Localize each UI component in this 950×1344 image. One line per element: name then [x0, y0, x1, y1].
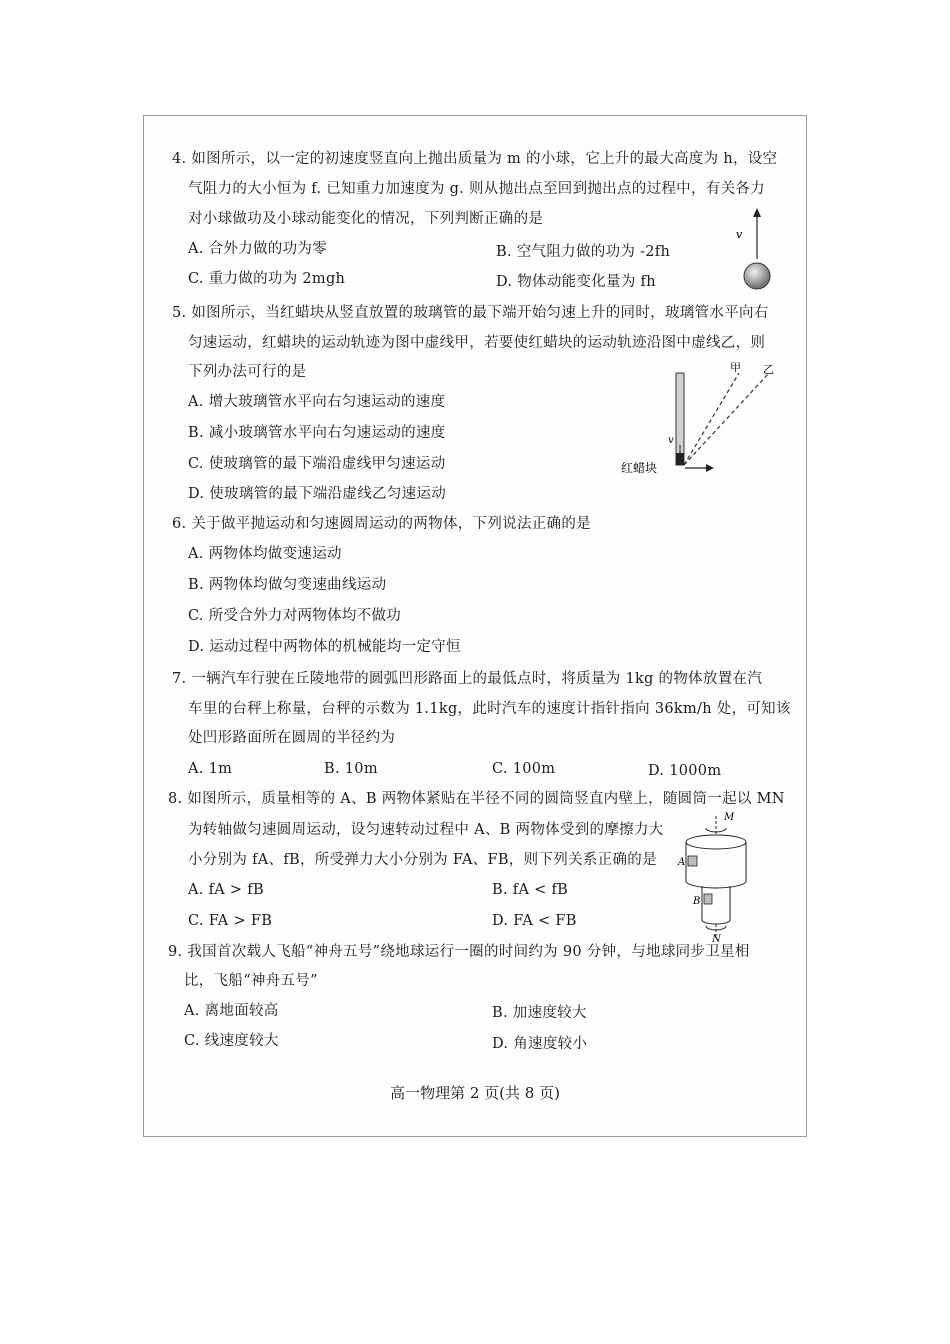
- q4-ball-figure: [734, 204, 784, 294]
- q5-line-2: 匀速运动，红蜡块的运动轨迹为图中虚线甲，若要使红蜡块的运动轨迹沿图中虚线乙，则: [188, 335, 766, 351]
- q5-line-1: 5. 如图所示，当红蜡块从竖直放置的玻璃管的最下端开始匀速上升的同时，玻璃管水平向右: [172, 305, 769, 321]
- q5-option-a: A. 增大玻璃管水平向右匀速运动的速度: [188, 394, 446, 410]
- q9-option-a: A. 离地面较高: [184, 1003, 279, 1019]
- q5-velocity-label: v: [668, 435, 674, 446]
- q4-option-d: D. 物体动能变化量为 fh: [496, 274, 656, 290]
- q5-option-d: D. 使玻璃管的最下端沿虚线乙匀速运动: [188, 486, 447, 502]
- velocity-right-arrow-head: [706, 464, 714, 472]
- q5-tube-figure: [619, 361, 779, 481]
- q8-line-3: 小分别为 fA、fB，所受弹力大小分别为 FA、FB，则下列关系正确的是: [188, 852, 657, 868]
- exam-page: [143, 115, 807, 1137]
- label-a: A: [678, 857, 686, 868]
- page-footer: 高一物理第 2 页(共 8 页): [390, 1084, 560, 1102]
- q9-line-1: 9. 我国首次载人飞船“神舟五号”绕地球运行一圈的时间约为 90 分钟，与地球同步卫星相: [168, 944, 750, 960]
- q6-option-d: D. 运动过程中两物体的机械能均一定守恒: [188, 639, 461, 655]
- q9-option-c: C. 线速度较大: [184, 1033, 279, 1049]
- path-yi: [684, 373, 769, 465]
- label-yi: 乙: [763, 363, 774, 376]
- q4-line-2: 气阻力的大小恒为 f. 已知重力加速度为 g. 则从抛出点至回到抛出点的过程中，有关各力: [188, 181, 765, 197]
- q9-line-2: 比，飞船“神舟五号”: [184, 973, 318, 989]
- q7-option-c: C. 100m: [492, 761, 556, 777]
- q6-option-c: C. 所受合外力对两物体均不做功: [188, 608, 402, 624]
- q9-option-d: D. 角速度较小: [492, 1036, 588, 1052]
- object-a: [688, 856, 697, 866]
- q6-line-1: 6. 关于做平抛运动和匀速圆周运动的两物体，下列说法正确的是: [172, 516, 591, 532]
- q5-option-b: B. 减小玻璃管水平向右匀速运动的速度: [188, 425, 446, 441]
- axis-label-n: N: [712, 934, 721, 943]
- q8-option-c: C. FA > FB: [188, 913, 273, 929]
- q7-option-b: B. 10m: [324, 761, 378, 777]
- q7-option-d: D. 1000m: [648, 763, 722, 779]
- q4-velocity-label: v: [736, 228, 743, 241]
- path-jia: [684, 373, 739, 465]
- q6-option-b: B. 两物体均做匀变速曲线运动: [188, 577, 387, 593]
- q9-option-b: B. 加速度较大: [492, 1005, 587, 1021]
- upper-cylinder-top: [686, 835, 746, 849]
- axis-label-m: M: [724, 812, 735, 823]
- q8-option-a: A. fA > fB: [188, 882, 264, 898]
- q8-cylinder-figure: [674, 808, 754, 943]
- object-b: [704, 894, 712, 904]
- label-jia: 甲: [730, 361, 741, 374]
- q7-line-2: 车里的台秤上称量，台秤的示数为 1.1kg，此时汽车的速度计指针指向 36km/h 处，可知该: [188, 701, 791, 717]
- q5-line-3: 下列办法可行的是: [188, 364, 307, 380]
- q4-option-b: B. 空气阻力做的功为 -2fh: [496, 244, 671, 260]
- q4-line-3: 对小球做功及小球动能变化的情况，下列判断正确的是: [188, 211, 544, 227]
- q4-line-1: 4. 如图所示，以一定的初速度竖直向上抛出质量为 m 的小球，它上升的最大高度为 h，设空: [172, 151, 778, 167]
- ball-icon: [744, 263, 770, 289]
- q4-option-c: C. 重力做的功为 2mgh: [188, 271, 346, 287]
- velocity-arrow-head: [753, 208, 761, 217]
- wax-block-label: 红蜡块: [621, 461, 658, 475]
- q4-option-a: A. 合外力做的功为零: [188, 241, 327, 257]
- q7-line-3: 处凹形路面所在圆周的半径约为: [188, 730, 396, 746]
- q7-option-a: A. 1m: [188, 761, 233, 777]
- label-b: B: [693, 896, 701, 907]
- q5-option-c: C. 使玻璃管的最下端沿虚线甲匀速运动: [188, 456, 446, 472]
- q8-line-1: 8. 如图所示，质量相等的 A、B 两物体紧贴在半径不同的圆筒竖直内壁上，随圆筒一起以 MN: [168, 791, 785, 807]
- q8-option-d: D. FA < FB: [492, 913, 577, 929]
- q7-line-1: 7. 一辆汽车行驶在丘陵地带的圆弧凹形路面上的最低点时，将质量为 1kg 的物体放置在汽: [172, 671, 763, 687]
- q8-option-b: B. fA < fB: [492, 882, 569, 898]
- q6-option-a: A. 两物体均做变速运动: [188, 546, 342, 562]
- q8-line-2: 为转轴做匀速圆周运动，设匀速转动过程中 A、B 两物体受到的摩擦力大: [188, 822, 664, 838]
